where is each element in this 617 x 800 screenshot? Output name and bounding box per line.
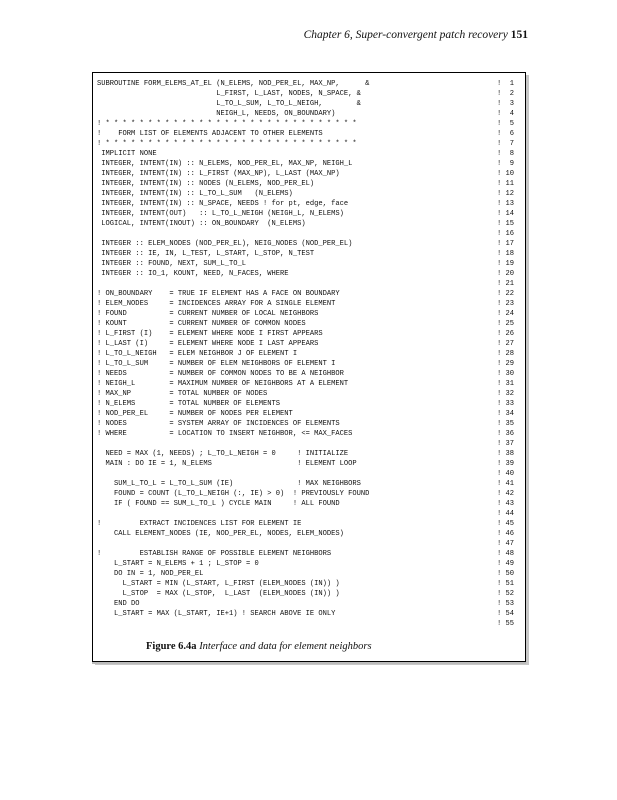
code-line-text: ! * * * * * * * * * * * * * * * * * * * * * * * * * * * * * * <box>97 120 357 128</box>
code-line-text: ! KOUNT = CURRENT NUMBER OF COMMON NODES <box>97 320 306 328</box>
code-line-text: L_START = MAX (L_START, IE+1) ! SEARCH ABOVE IE ONLY <box>97 610 336 618</box>
code-line-text: IMPLICIT NONE <box>97 150 157 158</box>
code-line-text: ! L_TO_L_NEIGH = ELEM NEIGHBOR J OF ELEMENT I <box>97 350 298 358</box>
code-line <box>97 289 529 299</box>
code-line-text: FOUND = COUNT (L_TO_L_NEIGH (:, IE) > 0) ! PREVIOUSLY FOUND <box>97 490 370 498</box>
running-title: Chapter 6, Super-convergent patch recovery <box>303 29 508 41</box>
line-number: ! 20 <box>497 270 515 278</box>
line-number: ! 53 <box>497 600 515 608</box>
code-line-text: ! L_LAST (I) = ELEMENT WHERE NODE I LAST APPEARS <box>97 340 319 348</box>
code-line <box>97 179 529 189</box>
code-line <box>97 199 529 209</box>
code-line-text: ! NODES = SYSTEM ARRAY OF INCIDENCES OF ELEMENTS <box>97 420 340 428</box>
code-line-text: ! L_FIRST (I) = ELEMENT WHERE NODE I FIRST APPEARS <box>97 330 323 338</box>
line-number: ! 9 <box>497 160 515 168</box>
code-line-text: INTEGER, INTENT(IN) :: N_SPACE, NEEDS ! for pt, edge, face <box>97 200 349 208</box>
code-line-text: ! NOD_PER_EL = NUMBER OF NODES PER ELEMENT <box>97 410 293 418</box>
code-line <box>97 149 529 159</box>
code-line <box>97 459 529 469</box>
page-number: 151 <box>510 29 528 41</box>
figure-caption <box>146 641 372 652</box>
code-line <box>97 269 529 279</box>
code-line <box>97 379 529 389</box>
code-line-text: ! FOUND = CURRENT NUMBER OF LOCAL NEIGHBORS <box>97 310 319 318</box>
code-line <box>97 329 529 339</box>
code-line-text: L_STOP = MAX (L_STOP, L_LAST (ELEM_NODES (IN)) ) <box>97 590 340 598</box>
line-number: ! 35 <box>497 420 515 428</box>
code-line-text: ! L_TO_L_SUM = NUMBER OF ELEM NEIGHBORS OF ELEMENT I <box>97 360 336 368</box>
page-rule <box>92 662 526 664</box>
line-number: ! 55 <box>497 620 515 628</box>
code-line-text: CALL ELEMENT_NODES (IE, NOD_PER_EL, NODES, ELEM_NODES) <box>97 530 344 538</box>
code-line <box>97 579 529 589</box>
code-line-text: ! WHERE = LOCATION TO INSERT NEIGHBOR, <= MAX_FACES <box>97 430 353 438</box>
line-number: ! 15 <box>497 220 515 228</box>
code-line <box>97 559 529 569</box>
code-line-text: DO IN = 1, NOD_PER_EL <box>97 570 204 578</box>
code-line-text: ! ELEM_NODES = INCIDENCES ARRAY FOR A SINGLE ELEMENT <box>97 300 336 308</box>
line-number: ! 36 <box>497 430 515 438</box>
code-line <box>97 129 529 139</box>
code-line <box>97 239 529 249</box>
line-number: ! 46 <box>497 530 515 538</box>
line-number: ! 6 <box>497 130 515 138</box>
line-number: ! 17 <box>497 240 515 248</box>
line-number: ! 43 <box>497 500 515 508</box>
code-line-text: ! * * * * * * * * * * * * * * * * * * * * * * * * * * * * * * <box>97 140 357 148</box>
code-line-text: SUM_L_TO_L = L_TO_L_SUM (IE) ! MAX NEIGHBORS <box>97 480 361 488</box>
code-line <box>97 169 529 179</box>
code-line-text: ! ESTABLISH RANGE OF POSSIBLE ELEMENT NEIGHBORS <box>97 550 332 558</box>
line-number: ! 19 <box>497 260 515 268</box>
code-line-text: INTEGER, INTENT(IN) :: L_FIRST (MAX_NP), L_LAST (MAX_NP) <box>97 170 340 178</box>
code-line <box>97 509 529 519</box>
code-line <box>97 449 529 459</box>
line-number: ! 51 <box>497 580 515 588</box>
line-number: ! 48 <box>497 550 515 558</box>
line-number: ! 26 <box>497 330 515 338</box>
line-number: ! 33 <box>497 400 515 408</box>
code-line <box>97 109 529 119</box>
line-number: ! 27 <box>497 340 515 348</box>
code-line <box>97 219 529 229</box>
line-number: ! 5 <box>497 120 515 128</box>
line-number: ! 54 <box>497 610 515 618</box>
line-number: ! 14 <box>497 210 515 218</box>
code-line-text: INTEGER :: ELEM_NODES (NOD_PER_EL), NEIG_NODES (NOD_PER_EL) <box>97 240 353 248</box>
code-line-text: L_TO_L_SUM, L_TO_L_NEIGH, & <box>97 100 361 108</box>
code-line <box>97 519 529 529</box>
line-number: ! 45 <box>497 520 515 528</box>
code-line <box>97 609 529 619</box>
line-number: ! 22 <box>497 290 515 298</box>
code-line-text: INTEGER, INTENT(IN) :: NODES (N_ELEMS, NOD_PER_EL) <box>97 180 315 188</box>
code-line <box>97 529 529 539</box>
line-number: ! 11 <box>497 180 515 188</box>
code-line-text: SUBROUTINE FORM_ELEMS_AT_EL (N_ELEMS, NOD_PER_EL, MAX_NP, & <box>97 80 370 88</box>
line-number: ! 2 <box>497 90 515 98</box>
running-header <box>304 29 528 41</box>
line-number: ! 13 <box>497 200 515 208</box>
line-number: ! 40 <box>497 470 515 478</box>
line-number: ! 52 <box>497 590 515 598</box>
code-line <box>97 259 529 269</box>
line-number: ! 7 <box>497 140 515 148</box>
code-line <box>97 369 529 379</box>
code-line-text: ! NEIGH_L = MAXIMUM NUMBER OF NEIGHBORS AT A ELEMENT <box>97 380 349 388</box>
line-number: ! 21 <box>497 280 515 288</box>
line-number: ! 12 <box>497 190 515 198</box>
code-line-text: NEIGH_L, NEEDS, ON_BOUNDARY) <box>97 110 336 118</box>
line-number: ! 31 <box>497 380 515 388</box>
code-line <box>97 119 529 129</box>
code-line-text: L_FIRST, L_LAST, NODES, N_SPACE, & <box>97 90 361 98</box>
code-line <box>97 389 529 399</box>
line-number: ! 23 <box>497 300 515 308</box>
line-number: ! 37 <box>497 440 515 448</box>
code-line-text: END DO <box>97 600 140 608</box>
code-listing <box>97 79 529 629</box>
line-number: ! 8 <box>497 150 515 158</box>
line-number: ! 38 <box>497 450 515 458</box>
code-line-text: INTEGER, INTENT(IN) :: L_TO_L_SUM (N_ELEMS) <box>97 190 293 198</box>
code-line-text: ! MAX_NP = TOTAL NUMBER OF NODES <box>97 390 268 398</box>
line-number: ! 3 <box>497 100 515 108</box>
code-line-text: ! ON_BOUNDARY = TRUE IF ELEMENT HAS A FACE ON BOUNDARY <box>97 290 340 298</box>
line-number: ! 32 <box>497 390 515 398</box>
code-line <box>97 399 529 409</box>
code-line <box>97 139 529 149</box>
code-line <box>97 439 529 449</box>
code-line <box>97 339 529 349</box>
line-number: ! 39 <box>497 460 515 468</box>
line-number: ! 16 <box>497 230 515 238</box>
line-number: ! 10 <box>497 170 515 178</box>
figure-label: Figure 6.4a <box>146 641 197 652</box>
code-line <box>97 469 529 479</box>
line-number: ! 28 <box>497 350 515 358</box>
code-line <box>97 489 529 499</box>
code-line-text: L_START = MIN (L_START, L_FIRST (ELEM_NODES (IN)) ) <box>97 580 340 588</box>
code-line-text: IF ( FOUND == SUM_L_TO_L ) CYCLE MAIN ! ALL FOUND <box>97 500 340 508</box>
code-line-text: ! NEEDS = NUMBER OF COMMON NODES TO BE A NEIGHBOR <box>97 370 344 378</box>
code-line <box>97 569 529 579</box>
code-line-text: INTEGER, INTENT(IN) :: N_ELEMS, NOD_PER_EL, MAX_NP, NEIGH_L <box>97 160 353 168</box>
code-line <box>97 89 529 99</box>
line-number: ! 34 <box>497 410 515 418</box>
line-number: ! 18 <box>497 250 515 258</box>
code-line <box>97 189 529 199</box>
line-number: ! 4 <box>497 110 515 118</box>
code-line <box>97 299 529 309</box>
code-line-text: MAIN : DO IE = 1, N_ELEMS ! ELEMENT LOOP <box>97 460 357 468</box>
code-line-text: INTEGER :: FOUND, NEXT, SUM_L_TO_L <box>97 260 246 268</box>
code-line <box>97 359 529 369</box>
code-line-text: L_START = N_ELEMS + 1 ; L_STOP = 0 <box>97 560 259 568</box>
code-line <box>97 349 529 359</box>
code-line <box>97 619 529 629</box>
code-line <box>97 589 529 599</box>
code-line <box>97 209 529 219</box>
code-line <box>97 499 529 509</box>
line-number: ! 47 <box>497 540 515 548</box>
code-line <box>97 229 529 239</box>
code-line-text: INTEGER :: IE, IN, L_TEST, L_START, L_STOP, N_TEST <box>97 250 315 258</box>
code-line-text: INTEGER :: IO_1, KOUNT, NEED, N_FACES, WHERE <box>97 270 289 278</box>
line-number: ! 44 <box>497 510 515 518</box>
code-line <box>97 319 529 329</box>
code-line <box>97 79 529 89</box>
line-number: ! 50 <box>497 570 515 578</box>
line-number: ! 41 <box>497 480 515 488</box>
line-number: ! 24 <box>497 310 515 318</box>
line-number: ! 49 <box>497 560 515 568</box>
code-line-text: NEED = MAX (1, NEEDS) ; L_TO_L_NEIGH = 0 ! INITIALIZE <box>97 450 349 458</box>
code-line-text: INTEGER, INTENT(OUT) :: L_TO_L_NEIGH (NEIGH_L, N_ELEMS) <box>97 210 344 218</box>
code-line-text: ! N_ELEMS = TOTAL NUMBER OF ELEMENTS <box>97 400 281 408</box>
code-line <box>97 429 529 439</box>
line-number: ! 29 <box>497 360 515 368</box>
code-line <box>97 99 529 109</box>
code-line <box>97 599 529 609</box>
code-line <box>97 249 529 259</box>
code-line <box>97 159 529 169</box>
code-line <box>97 409 529 419</box>
code-line-text: ! EXTRACT INCIDENCES LIST FOR ELEMENT IE <box>97 520 302 528</box>
figure-title: Interface and data for element neighbors <box>199 641 372 652</box>
code-line-text: ! FORM LIST OF ELEMENTS ADJACENT TO OTHER ELEMENTS <box>97 130 323 138</box>
line-number: ! 30 <box>497 370 515 378</box>
code-line <box>97 549 529 559</box>
code-line <box>97 539 529 549</box>
code-line <box>97 279 529 289</box>
code-line <box>97 479 529 489</box>
code-line <box>97 309 529 319</box>
line-number: ! 1 <box>497 80 515 88</box>
code-listing-frame <box>92 72 526 662</box>
line-number: ! 42 <box>497 490 515 498</box>
code-line <box>97 419 529 429</box>
line-number: ! 25 <box>497 320 515 328</box>
code-line-text: LOGICAL, INTENT(INOUT) :: ON_BOUNDARY (N_ELEMS) <box>97 220 306 228</box>
